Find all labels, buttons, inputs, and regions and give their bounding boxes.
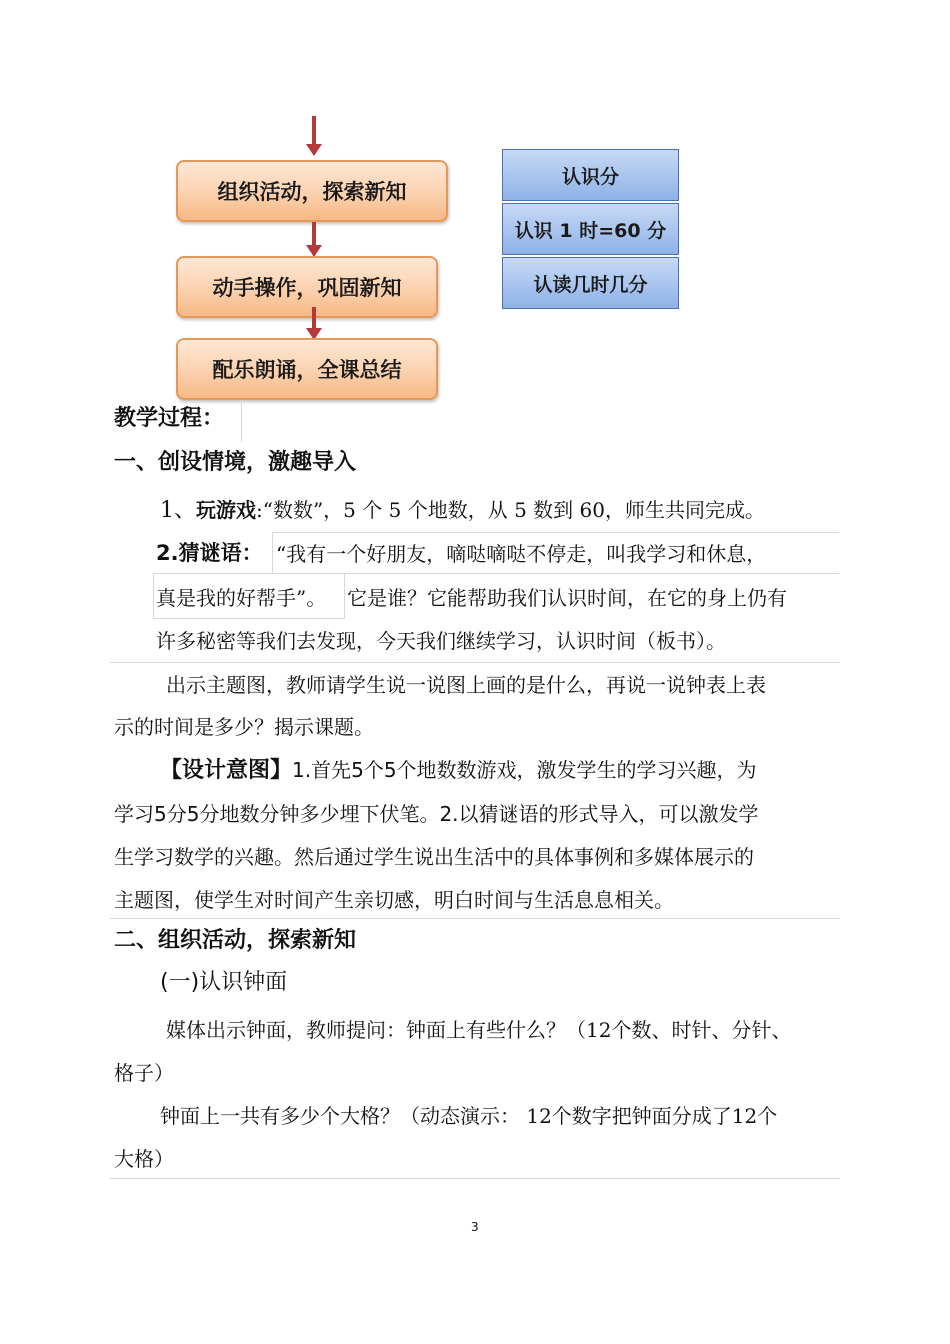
frame-line [343,573,838,574]
section1-text-2: 它是谁？它能帮助我们认识时间，在它的身上仍有 [347,586,787,610]
flow-step-2: 动手操作，巩固新知 [176,256,438,318]
riddle-line-2: 真是我的好帮手”。 [156,586,327,610]
section1-heading: 一、创设情境，激趣导入 [114,450,357,475]
design-intent-line2: 学习5分5分地数分钟多少埋下伏笔。2.以猜谜语的形式导入，可以激发学 [114,802,759,826]
design-intent-line1 [160,757,757,784]
side-item-2: 认识 1 时=60 分 [502,203,679,255]
design-intent-line3: 生学习数学的兴趣。然后通过学生说出生活中的具体事例和多媒体展示的 [114,845,754,869]
item1-text: :“数数”，5 个 5 个地数，从 5 数到 60，师生共同完成。 [256,498,765,522]
design-intent-line4: 主题图，使学生对时间产生亲切感，明白时间与生活息息相关。 [114,888,674,912]
section2-subheading: (一)认识钟面 [160,970,288,995]
frame-line [241,400,242,442]
item2-label: 2.猜谜语： [156,541,263,565]
side-item-3: 认读几时几分 [502,257,679,309]
flow-arrow-head [306,144,322,156]
section2-para2-line1: 钟面上一共有多少个大格？（动态演示： 12个数字把钟面分成了12个 [160,1104,778,1128]
section1-text-3: 许多秘密等我们去发现，今天我们继续学习，认识时间（板书）。 [156,629,726,653]
design-intent-text: 1.首先5个5个地数数游戏，激发学生的学习兴趣，为 [292,758,757,782]
section2-para1-line1: 媒体出示钟面，教师提问：钟面上有些什么？（12个数、时针、分针、 [166,1018,792,1042]
item1-label: 玩游戏 [196,498,256,522]
side-item-1: 认识分 [502,149,679,201]
item1-number: 1、 [160,498,196,523]
section2-heading: 二、组织活动，探索新知 [114,928,357,953]
riddle-line-1: “我有一个好朋友，嘀哒嘀哒不停走，叫我学习和休息， [276,542,767,566]
flow-arrow [312,116,316,146]
frame-line [110,662,840,663]
section1-para1-line1: 出示主题图，教师请学生说一说图上画的是什么，再说一说钟表上表 [166,673,766,697]
frame-line [110,918,840,919]
flow-step-3: 配乐朗诵，全课总结 [176,338,438,400]
section2-para1-line2: 格子） [114,1061,174,1085]
section2-para2-line2: 大格） [114,1147,174,1171]
frame-line [110,1178,840,1179]
page-number: 3 [471,1220,479,1234]
process-heading: 教学过程： [114,406,225,431]
section1-item1 [160,497,765,524]
design-intent-label: 【设计意图】 [160,758,293,783]
section1-para1-line2: 示的时间是多少？揭示课题。 [114,715,374,739]
flow-step-1: 组织活动，探索新知 [176,160,448,222]
